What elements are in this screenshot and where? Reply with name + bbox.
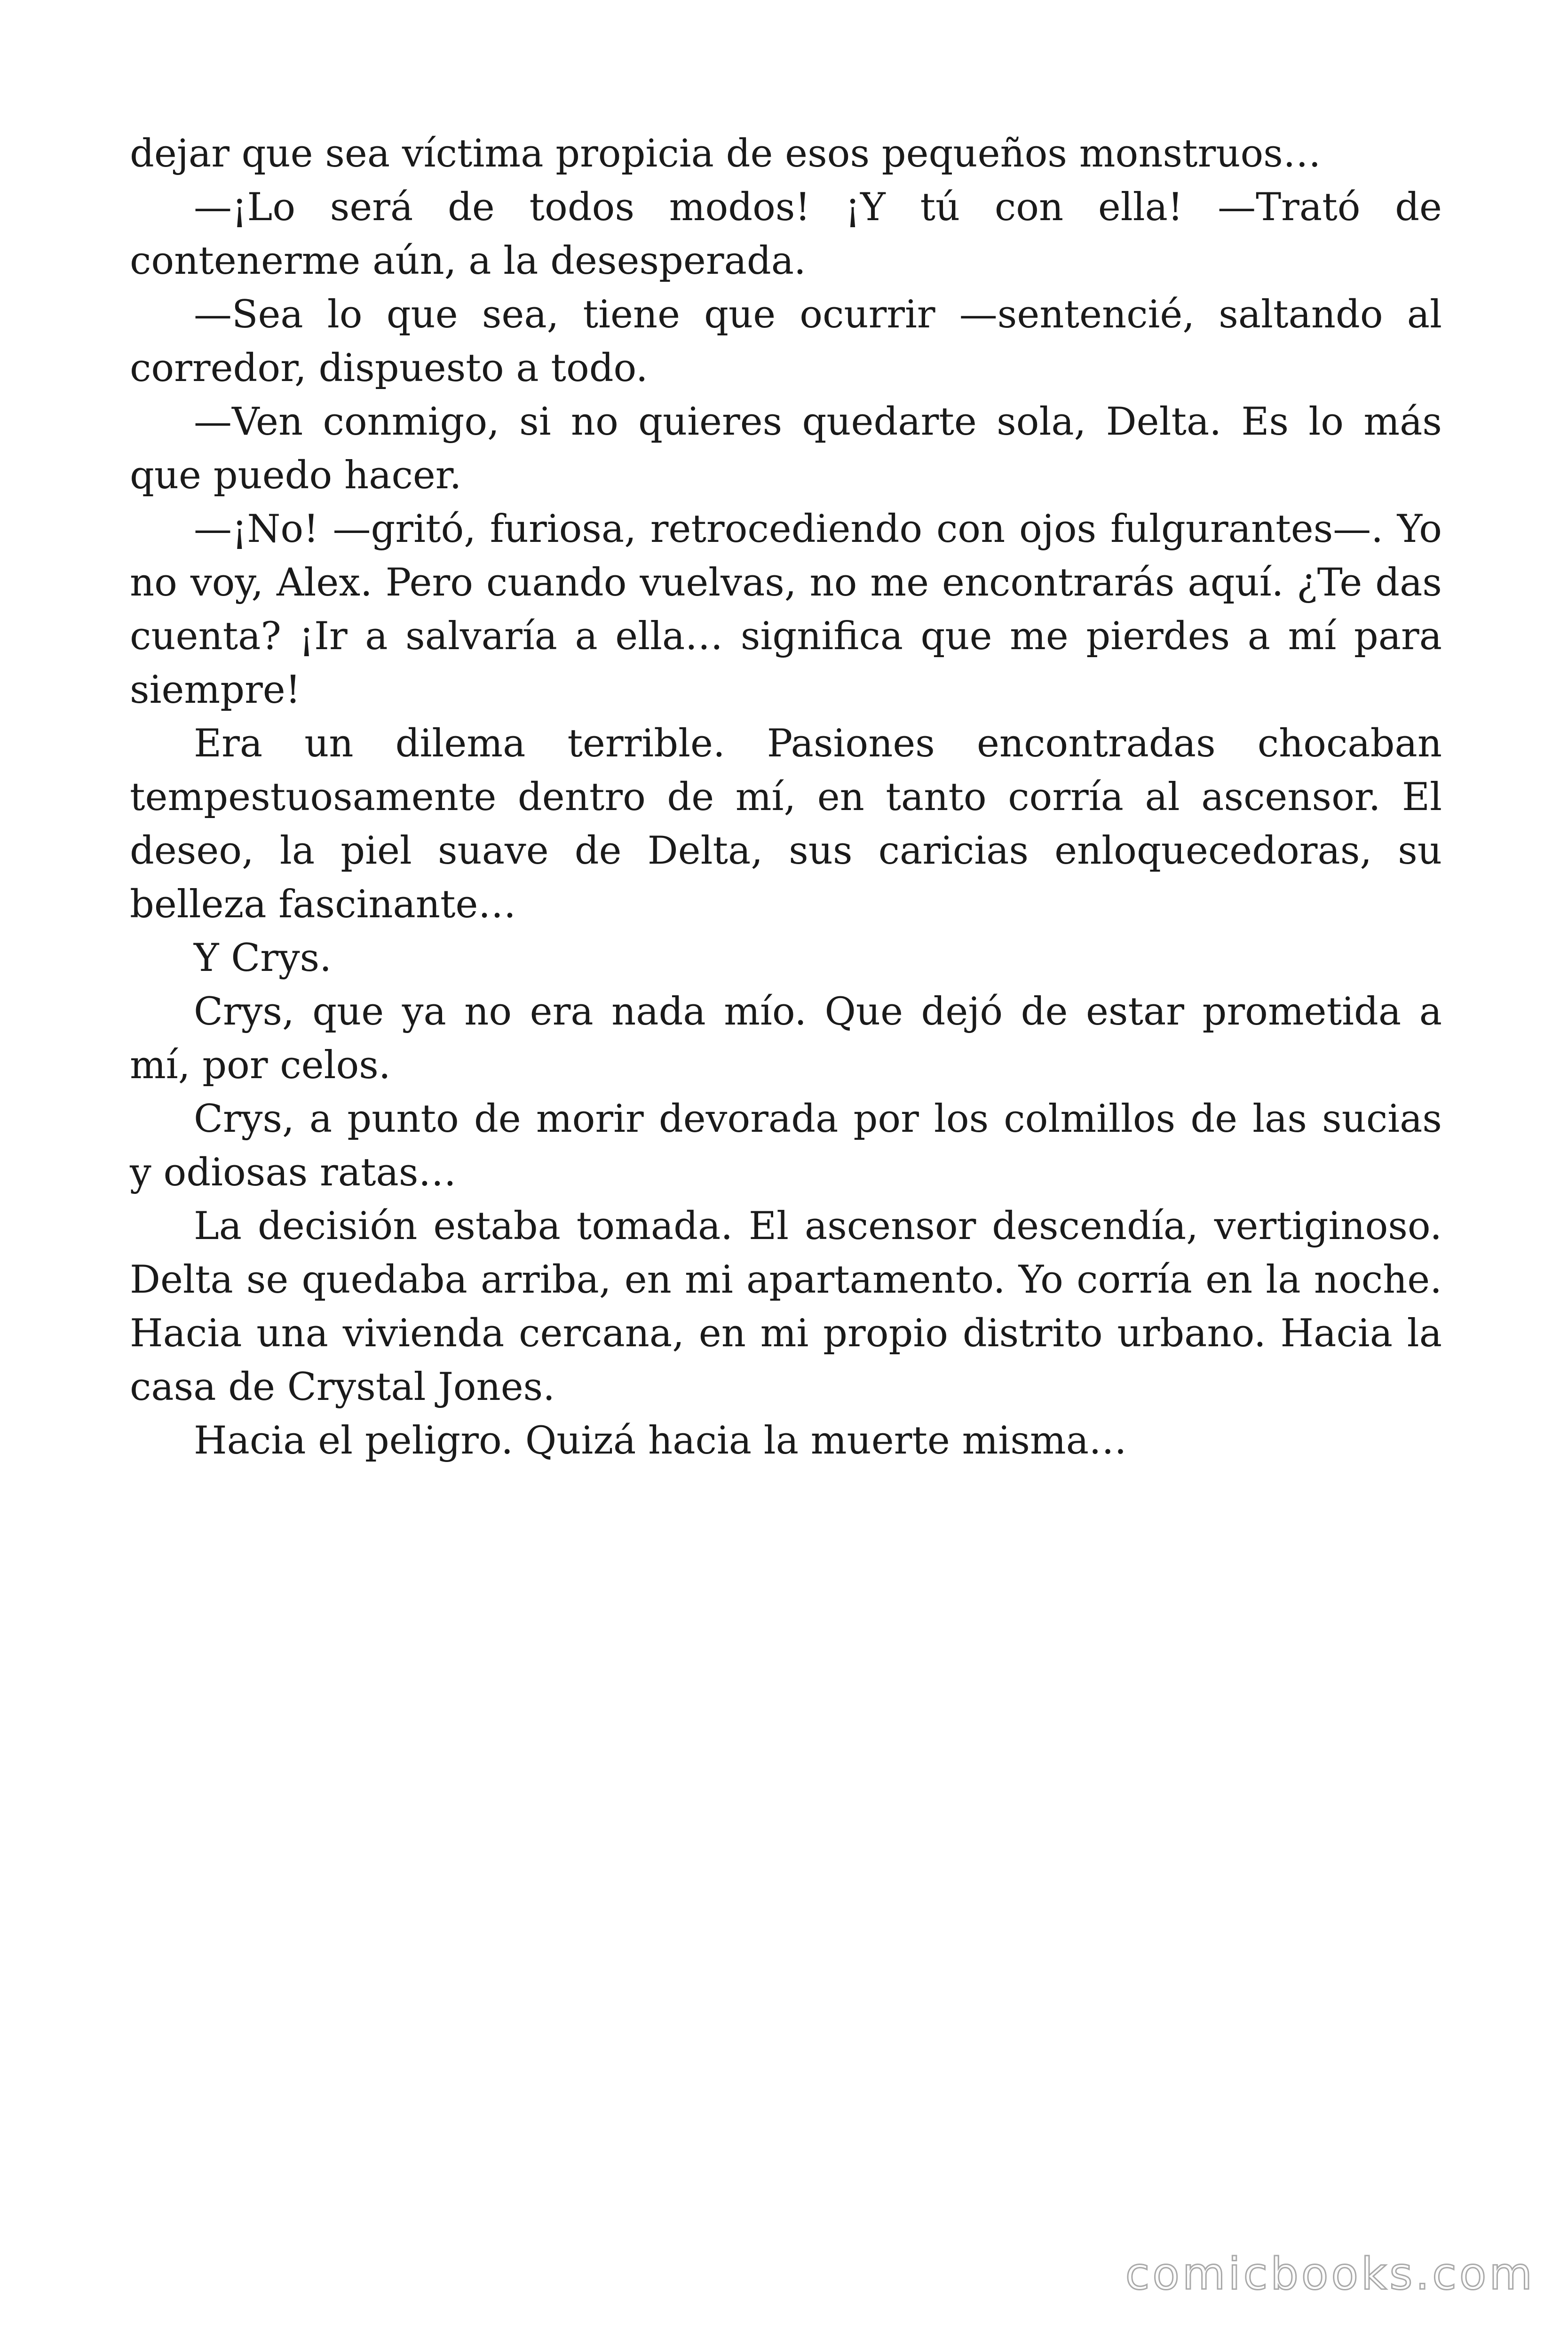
paragraph-7: Y Crys.: [194, 936, 332, 980]
watermark: comicbooks.com: [1125, 2249, 1535, 2300]
paragraph-1: dejar que sea víctima propicia de esos pequeños monstruos…: [130, 132, 1321, 176]
paragraph-3: —Sea lo que sea, tiene que ocurrir —sentencié, saltando al corredor, dispuesto a todo.: [130, 293, 1442, 390]
paragraph-2: —¡Lo será de todos modos! ¡Y tú con ella! —Trató de contenerme aún, a la desesperada.: [130, 185, 1442, 283]
paragraph-4: —Ven conmigo, si no quieres quedarte sola, Delta. Es lo más que puedo hacer.: [130, 400, 1442, 498]
body-text: [130, 127, 1442, 1468]
paragraph-10: La decisión estaba tomada. El ascensor descendía, vertiginoso. Delta se quedaba arriba, en mi apartamento. Yo corría en la noche. Hacia una vivienda cercana, en mi propio distrito urbano. Hacia la casa de Crystal Jones.: [130, 1204, 1442, 1409]
paragraph-5: —¡No! —gritó, furiosa, retrocediendo con ojos fulgurantes—. Yo no voy, Alex. Pero cuando vuelvas, no me encontrarás aquí. ¿Te das cuenta? ¡Ir a salvaría a ella… significa que me pierdes a mí para siempre!: [130, 507, 1442, 712]
paragraph-8: Crys, que ya no era nada mío. Que dejó de estar prometida a mí, por celos.: [130, 990, 1442, 1088]
paragraph-6: Era un dilema terrible. Pasiones encontradas chocaban tempestuosamente dentro de mí, en tanto corría al ascensor. El deseo, la piel suave de Delta, sus caricias enloquecedoras, su belleza fascinante…: [130, 722, 1442, 927]
paragraph-9: Crys, a punto de morir devorada por los colmillos de las sucias y odiosas ratas…: [130, 1097, 1442, 1195]
paragraph-11: Hacia el peligro. Quizá hacia la muerte misma…: [194, 1419, 1127, 1463]
